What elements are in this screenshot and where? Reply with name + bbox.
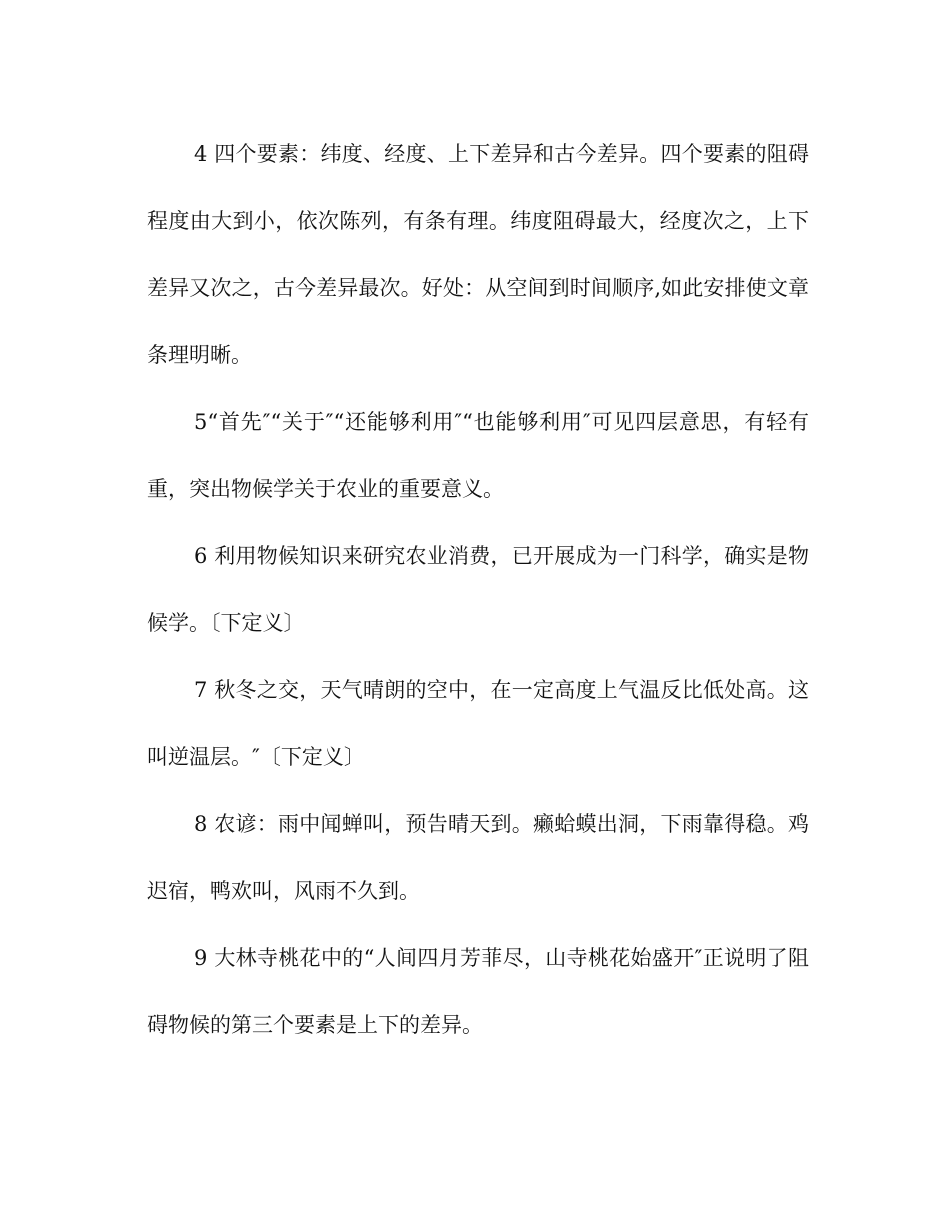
- paragraph-7: 7 秋冬之交，天气晴朗的空中，在一定高度上气温反比低处高。这叫逆温层。″〔下定义〕: [147, 678, 809, 769]
- paragraph-6: 6 利用物候知识来研究农业消费，已开展成为一门科学，确实是物候学。〔下定义〕: [147, 544, 809, 635]
- document-body: [147, 121, 809, 1059]
- paragraph-4: 4 四个要素：纬度、经度、上下差异和古今差异。四个要素的阻碍程度由大到小，依次陈列，有条有理。纬度阻碍最大，经度次之，上下差异又次之，古今差异最次。好处：从空间到时间顺序,如此安排使文章条理明晰。: [147, 142, 809, 367]
- paragraph-5: 5“首先″“关于″“还能够利用″“也能够利用″可见四层意思，有轻有重，突出物候学关于农业的重要意义。: [147, 410, 809, 501]
- paragraph-9: 9 大林寺桃花中的“人间四月芳菲尽，山寺桃花始盛开″正说明了阻碍物候的第三个要素是上下的差异。: [147, 946, 809, 1037]
- paragraph-8: 8 农谚：雨中闻蝉叫，预告晴天到。癞蛤蟆出洞，下雨靠得稳。鸡迟宿，鸭欢叫，风雨不久到。: [147, 812, 809, 903]
